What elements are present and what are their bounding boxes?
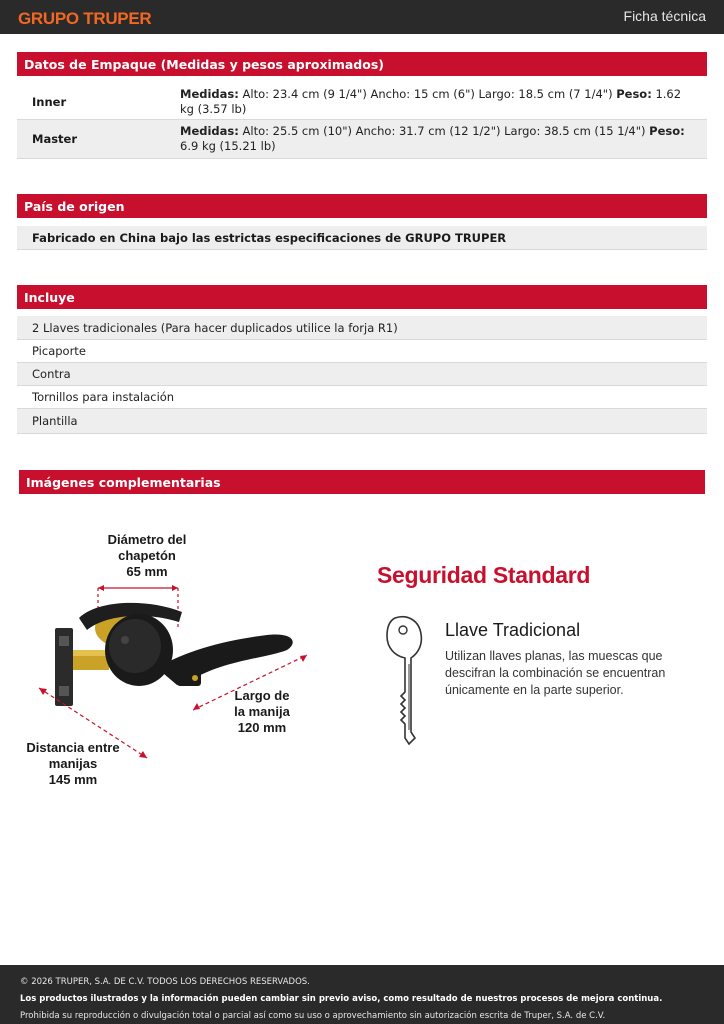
packaging-section-header: Datos de Empaque (Medidas y pesos aproximados) (17, 52, 707, 76)
packaging-row-value (180, 87, 695, 117)
weight-label: Peso: (649, 124, 685, 138)
brand-logo: GRUPO TRUPER (18, 9, 152, 28)
includes-item-text: 2 Llaves tradicionales (Para hacer duplicados utilice la forja R1) (32, 321, 398, 335)
footer-legal: Prohibida su reproducción o divulgación total o parcial así como su uso o aprovechamiento sin autorización escrita de Truper, S.A. de C.V. (20, 1011, 606, 1021)
weight-value: 1.62 kg (3.57 lb) (180, 87, 682, 116)
diameter-line1: Diámetro del (107, 532, 187, 547)
packaging-row-inner (17, 82, 707, 120)
complementary-images (17, 500, 707, 820)
measures-label: Medidas: (180, 87, 239, 101)
key-description (445, 648, 675, 699)
includes-item-text: Contra (32, 367, 71, 381)
images-section-header: Imágenes complementarias (19, 470, 705, 494)
key-description-line1: Utilizan llaves planas, las muescas que (445, 649, 663, 663)
top-bar (0, 0, 724, 34)
key-icon (381, 612, 441, 752)
footer (0, 965, 724, 1024)
key-description-line2: descifran la combinación se encuentran (445, 666, 666, 680)
origin-section-header: País de origen (17, 194, 707, 218)
handle-length-line3: 120 mm (237, 720, 287, 735)
document-type-label: Ficha técnica (623, 8, 706, 24)
measures-value: Alto: 23.4 cm (9 1/4") Ancho: 15 cm (6") Largo: 18.5 cm (7 1/4") (242, 87, 613, 101)
weight-label: Peso: (616, 87, 652, 101)
packaging-row-label: Master (32, 132, 78, 146)
diameter-line3: 65 mm (126, 564, 168, 579)
origin-text: Fabricado en China bajo las estrictas especificaciones de GRUPO TRUPER (32, 231, 507, 245)
origin-row (17, 226, 707, 250)
includes-item (17, 409, 707, 434)
includes-item (17, 316, 707, 340)
key-title: Llave Tradicional (445, 620, 581, 640)
diameter-line2: chapetón (118, 548, 176, 563)
handle-distance-line2: manijas (48, 756, 98, 771)
includes-item (17, 386, 707, 409)
includes-item-text: Tornillos para instalación (32, 390, 175, 404)
handle-length-annotation (222, 688, 302, 736)
security-title: Seguridad Standard (377, 562, 591, 588)
packaging-row-value (180, 124, 695, 154)
key-description-line3: únicamente en la parte superior. (445, 683, 624, 697)
weight-value: 6.9 kg (15.21 lb) (180, 139, 276, 153)
handle-length-line2: la manija (234, 704, 290, 719)
includes-item (17, 340, 707, 363)
handle-distance-line1: Distancia entre (26, 740, 120, 755)
includes-item-text: Plantilla (32, 414, 78, 428)
includes-section-header: Incluye (17, 285, 707, 309)
includes-item-text: Picaporte (32, 344, 86, 358)
handle-distance-annotation (23, 740, 123, 788)
packaging-row-master (17, 120, 707, 159)
handle-length-line1: Largo de (234, 688, 290, 703)
diameter-annotation (97, 532, 197, 580)
footer-notice: Los productos ilustrados y la información pueden cambiar sin previo aviso, como resultado de nuestros procesos de mejora continua. (20, 994, 663, 1004)
footer-copyright: © 2026 TRUPER, S.A. DE C.V. TODOS LOS DERECHOS RESERVADOS. (20, 977, 310, 987)
measures-label: Medidas: (180, 124, 239, 138)
handle-distance-line3: 145 mm (48, 772, 98, 787)
includes-item (17, 363, 707, 386)
packaging-row-label: Inner (32, 95, 67, 109)
measures-value: Alto: 25.5 cm (10") Ancho: 31.7 cm (12 1/2") Largo: 38.5 cm (15 1/4") (242, 124, 646, 138)
